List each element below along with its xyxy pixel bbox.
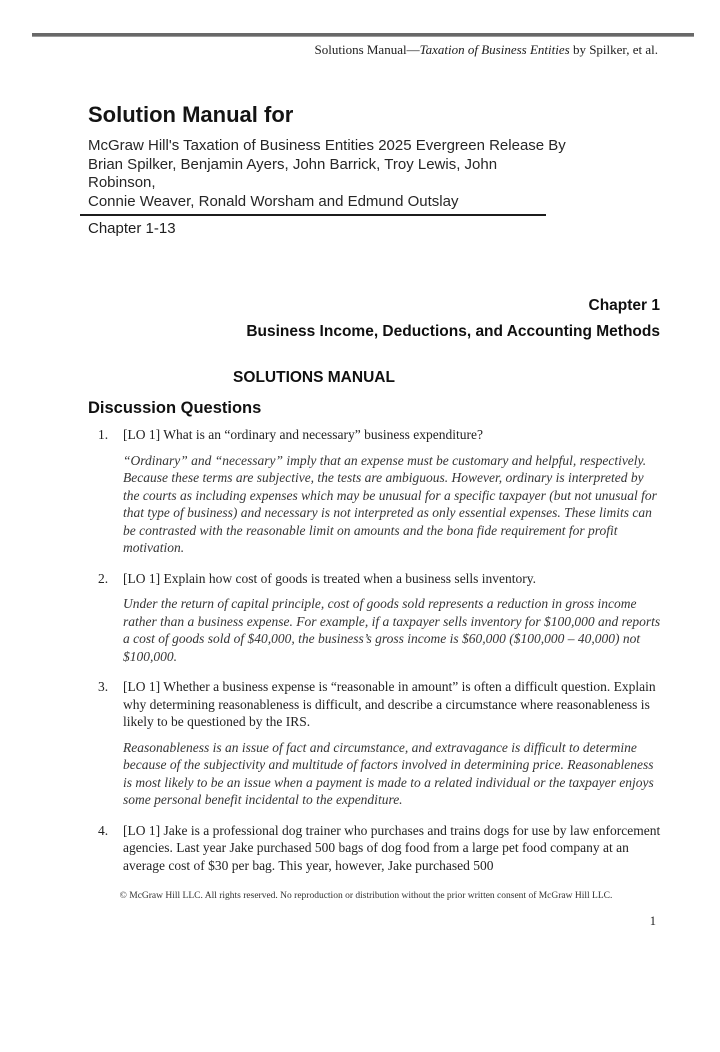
running-header-suffix: by Spilker, et al. xyxy=(569,42,658,57)
chapter-range: Chapter 1-13 xyxy=(88,220,176,237)
question-number: 4. xyxy=(98,822,109,838)
question-body xyxy=(123,426,663,557)
running-header-book-title: Taxation of Business Entities xyxy=(419,42,570,57)
chapter-label: Chapter 1 xyxy=(588,297,660,314)
subtitle-line: McGraw Hill's Taxation of Business Entities 2025 Evergreen Release By xyxy=(88,137,566,154)
running-header xyxy=(0,42,658,58)
question-text: [LO 1] Explain how cost of goods is treated when a business sells inventory. xyxy=(123,570,537,586)
answer-text: Reasonableness is an issue of fact and circumstance, and extravagance is difficult to determine because of the subjectivity and multitude of factors involved in determining price. Reasonableness is most likely to be an issue when a payment is made to a related individual or the taxpayer enjoys some personal benefit incidental to the expenditure. xyxy=(123,739,654,807)
question-body xyxy=(123,822,663,875)
question-number: 1. xyxy=(98,427,109,442)
question-body xyxy=(123,570,663,666)
subsection-heading-discussion-questions: Discussion Questions xyxy=(88,399,262,417)
question-number: 3. xyxy=(98,679,109,694)
copyright-notice: © McGraw Hill LLC. All rights reserved. No reproduction or distribution without the prior written consent of McGraw Hill LLC. xyxy=(119,891,613,901)
answer-text: Under the return of capital principle, cost of goods sold represents a reduction in gross income rather than a business expense. For example, if a taxpayer sells inventory for $100,000 and reports a cost of goods sold of $40,000, the business’s gross income is $60,000 ($100,000 – 40,000) not $100,000. xyxy=(123,596,661,664)
section-heading-solutions-manual: SOLUTIONS MANUAL xyxy=(233,369,395,386)
subtitle-rule xyxy=(80,214,546,216)
document-subtitle xyxy=(88,137,568,211)
top-rule xyxy=(32,33,694,37)
question-item-4 xyxy=(98,822,720,875)
document-title: Solution Manual for xyxy=(88,102,294,127)
question-text: [LO 1] Whether a business expense is “reasonable in amount” is often a difficult question. Explain why determining reasonableness is difficult, and describe a circumstance where reasonableness is likely to be questioned by the IRS. xyxy=(123,679,656,729)
page-number: 1 xyxy=(649,914,656,928)
question-number: 2. xyxy=(98,570,109,586)
question-item-2 xyxy=(98,570,720,666)
document-page xyxy=(0,33,720,1052)
answer-text: “Ordinary” and “necessary” imply that an expense must be customary and helpful, respectively. Because these terms are subjective, the tests are ambiguous. However, ordinary is interpreted by the courts as including expenses which may be unusual for a specific taxpayer (but not unusual for that type of business) and necessary is not interpreted as only essential expenses. These limits can be contrasted with the reasonable limit on amounts and the bona fide requirement for profit motivation. xyxy=(123,452,657,555)
question-text: [LO 1] Jake is a professional dog trainer who purchases and trains dogs for use by law enforcement agencies. Last year Jake purchased 500 bags of dog food from a large pet food company at an average cost of $30 per bag. This year, however, Jake purchased 500 xyxy=(123,822,661,873)
question-body xyxy=(123,678,663,809)
question-text: [LO 1] What is an “ordinary and necessary” business expenditure? xyxy=(123,427,483,442)
chapter-title: Business Income, Deductions, and Accounting Methods xyxy=(246,323,660,340)
question-item-1 xyxy=(98,426,720,557)
question-item-3 xyxy=(98,678,720,809)
subtitle-line: Connie Weaver, Ronald Worsham and Edmund Outslay xyxy=(88,192,459,210)
running-header-prefix: Solutions Manual— xyxy=(314,42,420,57)
subtitle-line: Brian Spilker, Benjamin Ayers, John Barrick, Troy Lewis, John Robinson, xyxy=(88,155,498,191)
